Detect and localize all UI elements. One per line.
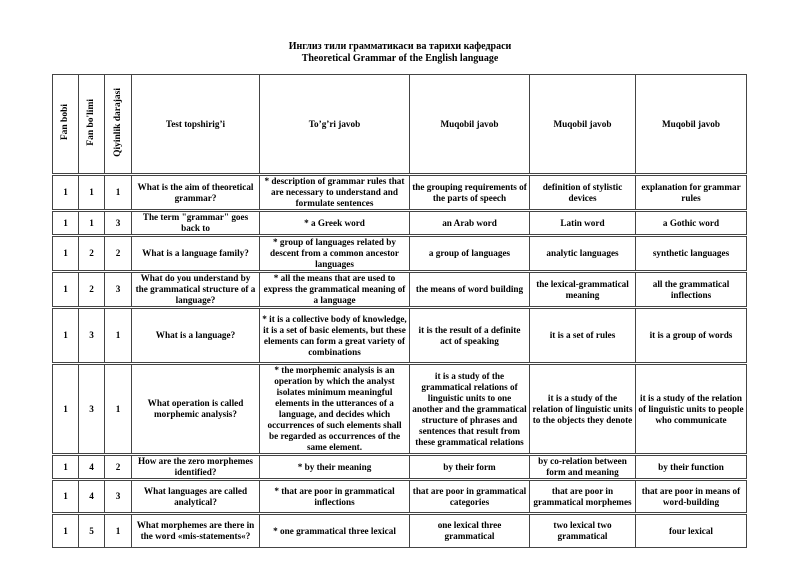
table-row (53, 455, 747, 480)
col-header-alt2: Muqobil javob (530, 75, 636, 175)
cell-alt3: it is a group of words (636, 308, 747, 364)
cell-bolim: 3 (79, 364, 105, 455)
cell-bob: 1 (53, 480, 79, 514)
cell-daraja: 3 (105, 480, 132, 514)
cell-alt1: that are poor in grammatical categories (410, 480, 530, 514)
header-row (53, 75, 747, 175)
cell-bolim: 4 (79, 455, 105, 480)
cell-question: What is the aim of theoretical grammar? (132, 175, 260, 211)
cell-alt2: the lexical-grammatical meaning (530, 272, 636, 308)
cell-question: What operation is called morphemic analysis? (132, 364, 260, 455)
col-header-correct: To’g’ri javob (260, 75, 410, 175)
table-row (53, 364, 747, 455)
cell-correct: * description of grammar rules that are necessary to understand and formulate sentences (260, 175, 410, 211)
test-table (52, 74, 747, 548)
cell-alt3: synthetic languages (636, 236, 747, 272)
cell-alt2: Latin word (530, 211, 636, 236)
cell-daraja: 2 (105, 455, 132, 480)
cell-alt2: that are poor in grammatical morphemes (530, 480, 636, 514)
cell-bolim: 2 (79, 272, 105, 308)
cell-alt3: four lexical (636, 514, 747, 548)
cell-alt1: it is the result of a definite act of speaking (410, 308, 530, 364)
cell-question: How are the zero morphemes identified? (132, 455, 260, 480)
table-row (53, 308, 747, 364)
cell-daraja: 1 (105, 514, 132, 548)
col-header-bob: Fan bobi (53, 75, 79, 175)
cell-bob: 1 (53, 211, 79, 236)
cell-alt1: the grouping requirements of the parts of speech (410, 175, 530, 211)
table-row (53, 272, 747, 308)
cell-alt3: all the grammatical inflections (636, 272, 747, 308)
title-course: Theoretical Grammar of the English language (301, 53, 499, 64)
cell-question: What is a language family? (132, 236, 260, 272)
cell-question: What is a language? (132, 308, 260, 364)
cell-alt3: a Gothic word (636, 211, 747, 236)
col-header-question: Test topshirig’i (132, 75, 260, 175)
cell-alt3: explanation for grammar rules (636, 175, 747, 211)
cell-question: What do you understand by the grammatical structure of a language? (132, 272, 260, 308)
cell-correct: * it is a collective body of knowledge, it is a set of basic elements, but these elements can form a great variety of combinations (260, 308, 410, 364)
col-header-alt1: Muqobil javob (410, 75, 530, 175)
cell-correct: * by their meaning (260, 455, 410, 480)
cell-bob: 1 (53, 272, 79, 308)
cell-bolim: 5 (79, 514, 105, 548)
cell-daraja: 1 (105, 364, 132, 455)
cell-alt2: two lexical two grammatical (530, 514, 636, 548)
cell-alt1: a group of languages (410, 236, 530, 272)
table-row (53, 480, 747, 514)
cell-alt1: by their form (410, 455, 530, 480)
cell-alt2: definition of stylistic devices (530, 175, 636, 211)
cell-daraja: 3 (105, 211, 132, 236)
cell-alt2: it is a set of rules (530, 308, 636, 364)
col-header-alt3: Muqobil javob (636, 75, 747, 175)
table-row (53, 175, 747, 211)
cell-alt2: by co-relation between form and meaning (530, 455, 636, 480)
cell-bob: 1 (53, 364, 79, 455)
col-header-daraja: Qiyinlik darajasi (105, 75, 132, 175)
cell-daraja: 1 (105, 308, 132, 364)
document-title (0, 41, 800, 65)
title-department: Инглиз тили грамматикаси ва тарихи кафедраси (288, 41, 512, 52)
cell-bolim: 2 (79, 236, 105, 272)
cell-daraja: 2 (105, 236, 132, 272)
cell-bob: 1 (53, 308, 79, 364)
cell-alt3: that are poor in means of word-building (636, 480, 747, 514)
cell-correct: * one grammatical three lexical (260, 514, 410, 548)
cell-question: What morphemes are there in the word «mis-statements«? (132, 514, 260, 548)
cell-daraja: 3 (105, 272, 132, 308)
cell-bolim: 1 (79, 175, 105, 211)
cell-bolim: 1 (79, 211, 105, 236)
cell-alt2: analytic languages (530, 236, 636, 272)
cell-alt2: it is a study of the relation of linguistic units to the objects they denote (530, 364, 636, 455)
cell-correct: * a Greek word (260, 211, 410, 236)
cell-correct: * group of languages related by descent from a common ancestor languages (260, 236, 410, 272)
cell-alt3: it is a study of the relation of linguistic units to people who communicate (636, 364, 747, 455)
col-header-bolim: Fan bo'limi (79, 75, 105, 175)
cell-alt1: one lexical three grammatical (410, 514, 530, 548)
cell-correct: * all the means that are used to express the grammatical meaning of a language (260, 272, 410, 308)
cell-correct: * the morphemic analysis is an operation by which the analyst isolates minimum meaningful elements in the utterances of a language, and decides which occurrences of such elements shall be regarded as occurrences of the same element. (260, 364, 410, 455)
cell-bolim: 4 (79, 480, 105, 514)
cell-question: The term "grammar" goes back to (132, 211, 260, 236)
cell-correct: * that are poor in grammatical inflections (260, 480, 410, 514)
table-row (53, 514, 747, 548)
cell-bob: 1 (53, 175, 79, 211)
cell-bob: 1 (53, 236, 79, 272)
cell-bolim: 3 (79, 308, 105, 364)
cell-daraja: 1 (105, 175, 132, 211)
cell-bob: 1 (53, 455, 79, 480)
cell-alt3: by their function (636, 455, 747, 480)
cell-bob: 1 (53, 514, 79, 548)
table-row (53, 236, 747, 272)
cell-alt1: an Arab word (410, 211, 530, 236)
table-row (53, 211, 747, 236)
cell-alt1: the means of word building (410, 272, 530, 308)
cell-alt1: it is a study of the grammatical relations of linguistic units to one another and the grammatical structure of phrases and sentences that result from these grammatical relations (410, 364, 530, 455)
cell-question: What languages are called analytical? (132, 480, 260, 514)
